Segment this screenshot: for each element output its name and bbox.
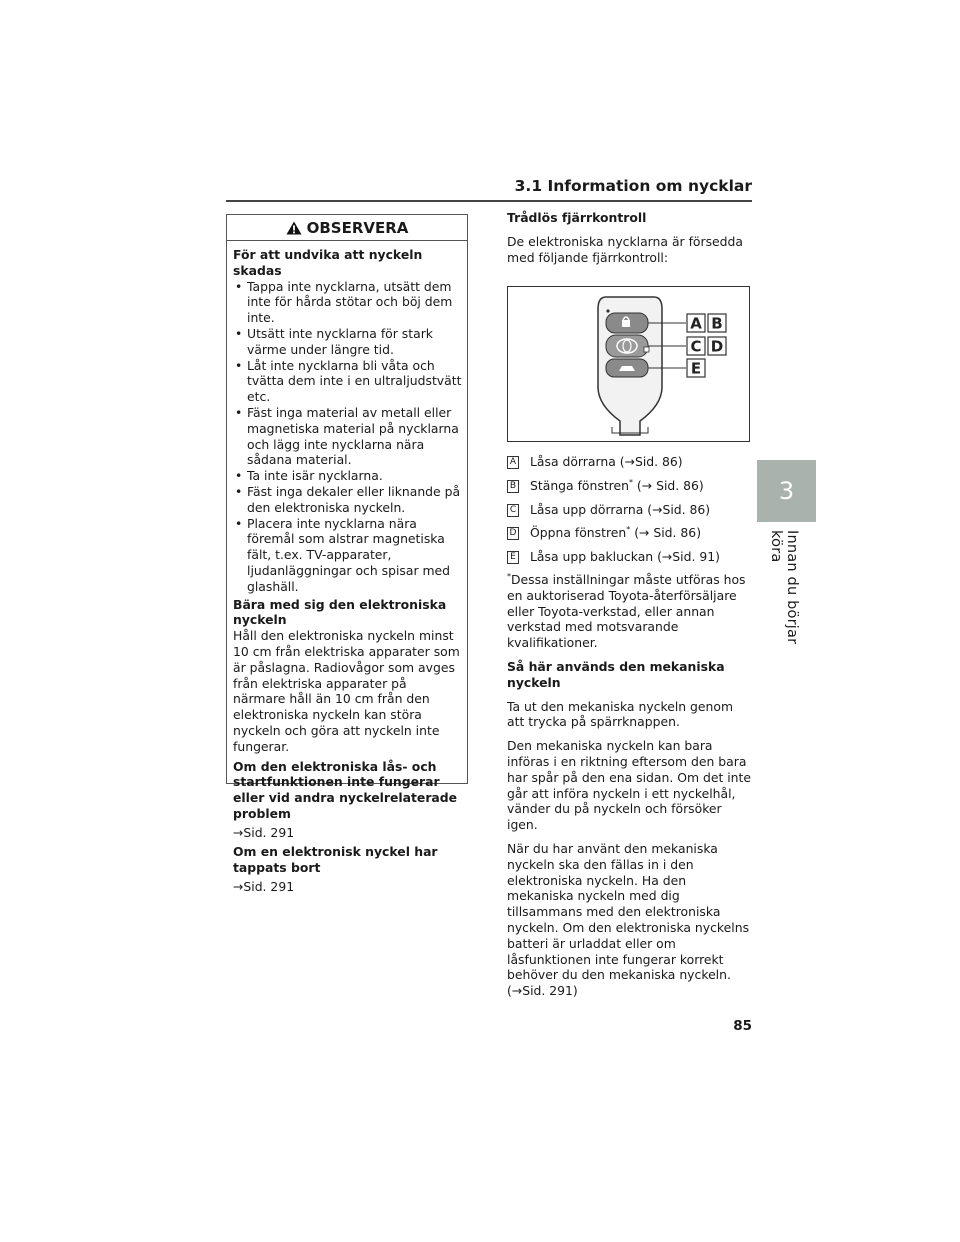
warning-bullet: • Placera inte nycklarna nära föremål som alstrar magnetiska fält, t.ex. TV-apparater, ljudanläggningar och spisar med glashäll. <box>233 516 462 595</box>
footnote-star: * <box>626 525 631 535</box>
legend-item <box>507 478 753 494</box>
legend-text: Öppna fönstren* (→ Sid. 86) <box>530 525 702 541</box>
chapter-tab[interactable]: 3 <box>757 460 816 522</box>
remote-legend <box>507 454 753 573</box>
warning-title-bar <box>227 215 467 241</box>
figure-label-b: B <box>711 314 723 333</box>
right-column-lower <box>507 572 753 1007</box>
warning-bullet: • Utsätt inte nycklarna för stark värme under längre tid. <box>233 326 462 358</box>
legend-item <box>507 454 753 470</box>
legend-text: Låsa upp bakluckan (→Sid. 91) <box>530 549 720 565</box>
legend-text: Låsa dörrarna (→Sid. 86) <box>530 454 683 469</box>
legend-key: C <box>507 504 519 517</box>
warning-bullet: • Fäst inga dekaler eller liknande på den elektroniska nyckeln. <box>233 484 462 516</box>
figure-label-a: A <box>690 314 702 333</box>
warning-body <box>227 241 467 895</box>
page-reference-link[interactable]: →Sid. 291 <box>233 824 295 840</box>
key-fob-illustration <box>508 287 749 441</box>
remote-section <box>507 210 753 273</box>
page-number: 85 <box>733 1018 752 1034</box>
remote-intro: De elektroniska nycklarna är försedda med följande fjärrkontroll: <box>507 233 744 265</box>
legend-text: Låsa upp dörrarna (→Sid. 86) <box>530 501 711 517</box>
warning-bullet: • Fäst inga material av metall eller magnetiska material på nycklarna och lägg inte nycklarna nära sådana material. <box>233 405 462 468</box>
warning-heading-malfunction: Om den elektroniska lås- och startfunktionen inte fungerar eller vid andra nyckelrelaterade problem <box>233 758 458 821</box>
key-fob-figure <box>507 286 750 442</box>
mechanical-key-paragraph: Den mekaniska nyckeln kan bara införas i en riktning eftersom den bara har spår på den ena sidan. Om det inte går att införa nyckeln i ett nyckelhål, vänder du på nyckeln och försöker igen. <box>507 738 752 833</box>
warning-heading-carry: Bära med sig den elektroniska nyckeln <box>233 596 447 628</box>
warning-triangle-icon <box>286 221 302 235</box>
legend-key: D <box>507 527 519 540</box>
chapter-title: Innan du börjar köra <box>768 530 800 645</box>
remote-heading: Trådlös fjärrkontroll <box>507 210 647 225</box>
warning-box <box>226 214 468 895</box>
figure-label-d: D <box>710 337 724 356</box>
mechanical-key-heading: Så här används den mekaniska nyckeln <box>507 658 725 690</box>
legend-key: E <box>507 551 519 564</box>
legend-item <box>507 525 753 541</box>
legend-key: A <box>507 456 519 469</box>
warning-bullet: • Ta inte isär nycklarna. <box>233 468 462 484</box>
legend-item <box>507 502 753 518</box>
warning-heading-lost: Om en elektronisk nyckel har tappats bort <box>233 844 438 876</box>
warning-title: OBSERVERA <box>306 218 409 237</box>
page-reference-link[interactable]: →Sid. 291 <box>233 879 295 895</box>
mechanical-key-paragraph: När du har använt den mekaniska nyckeln ska den fällas in i den elektroniska nyckeln. Ha den mekaniska nyckeln med dig tillsammans med den elektroniska nyckeln. Om den elektroniska nyckelns batteri är urladdat eller om låsfunktionen inte fungerar korrekt behöver du den mekaniska nyckeln. (→Sid. 291) <box>507 840 750 999</box>
legend-key: B <box>507 480 519 493</box>
figure-label-c: C <box>690 337 702 356</box>
warning-bullet: • Tappa inte nycklarna, utsätt dem inte för hårda stötar och böj dem inte. <box>233 279 462 326</box>
warning-bullet: • Låt inte nycklarna bli våta och tvätta dem inte i en ultraljudstvätt etc. <box>233 358 462 405</box>
legend-text: Stänga fönstren* (→ Sid. 86) <box>530 477 704 493</box>
mechanical-key-paragraph: Ta ut den mekaniska nyckeln genom att trycka på spärrknappen. <box>507 698 734 730</box>
warning-text-carry: Håll den elektroniska nyckeln minst 10 cm från elektriska apparater som är påslagna. Radiovågor som avges från elektriska apparater på närmare håll än 10 cm från den elektroniska nyckeln kan störa nyckeln och göra att nyckeln inte fungerar. <box>233 628 460 754</box>
section-header: 3.1 Information om nycklar <box>514 177 752 195</box>
legend-item <box>507 549 753 565</box>
warning-heading-damage: För att undvika att nyckeln skadas <box>233 247 423 278</box>
header-rule <box>226 200 752 202</box>
footnote-star: * <box>628 477 633 487</box>
footnote: *Dessa inställningar måste utföras hos en auktoriserad Toyota-återförsäljare eller Toyota-verkstad, eller annan verkstad med motsvarande kvalifikationer. <box>507 571 746 651</box>
figure-label-e: E <box>690 359 702 378</box>
